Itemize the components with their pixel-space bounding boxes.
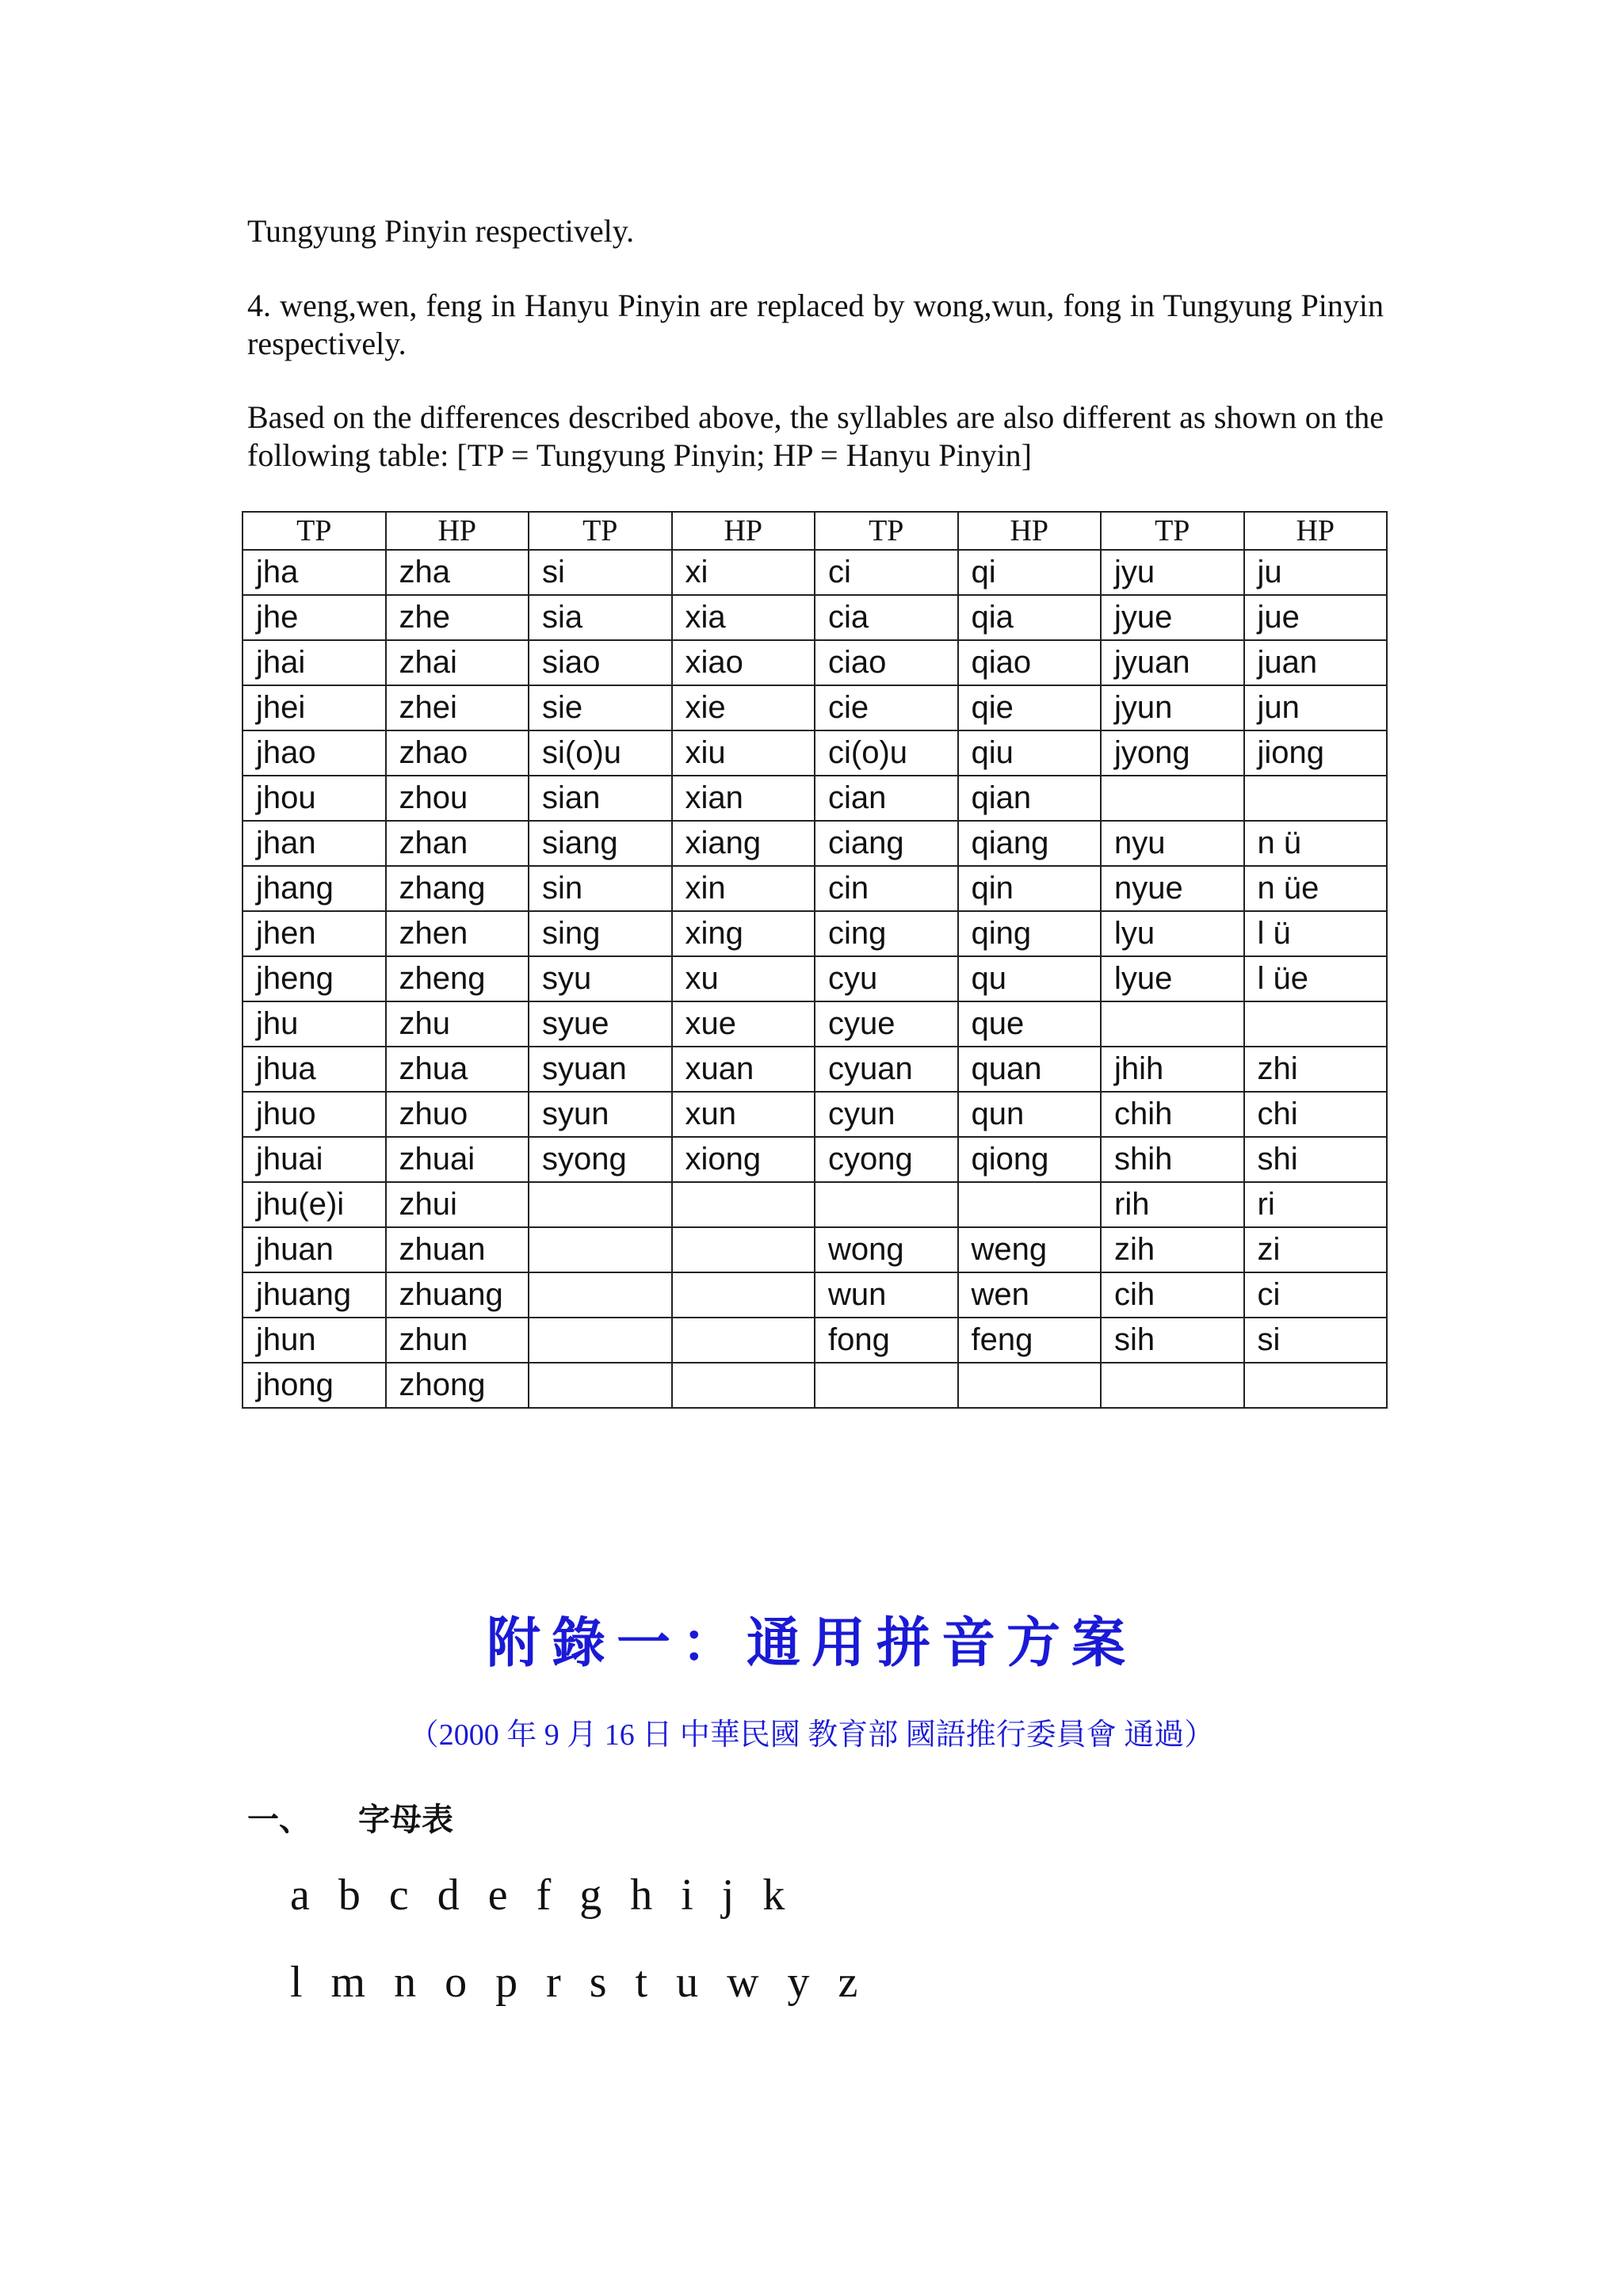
table-cell: xi (672, 550, 815, 595)
table-cell (1244, 776, 1388, 821)
alphabet-line-2: l m n o p r s t u w y z (290, 1958, 860, 2007)
table-cell: cyun (815, 1092, 958, 1137)
table-cell: syun (529, 1092, 672, 1137)
table-cell: zhun (386, 1318, 529, 1363)
table-cell: jhao (242, 730, 386, 776)
table-cell (958, 1363, 1102, 1408)
table-cell: rih (1101, 1182, 1244, 1227)
table-cell: qing (958, 911, 1102, 956)
table-row (242, 1272, 1387, 1318)
table-cell: n ü (1244, 821, 1388, 866)
table-cell: qiang (958, 821, 1102, 866)
table-cell: qin (958, 866, 1102, 911)
table-cell: jhua (242, 1047, 386, 1092)
table-cell: jhou (242, 776, 386, 821)
table-cell: shi (1244, 1137, 1388, 1182)
table-cell: xu (672, 956, 815, 1001)
table-cell: jhuo (242, 1092, 386, 1137)
table-cell (672, 1363, 815, 1408)
paragraph-weng-wen-feng: 4. weng,wen, feng in Hanyu Pinyin are replaced by wong,wun, fong in Tungyung Pinyin respectively. (247, 288, 1384, 361)
table-cell: zhuai (386, 1137, 529, 1182)
table-cell: zi (1244, 1227, 1388, 1272)
table-cell: zhou (386, 776, 529, 821)
table-row (242, 1137, 1387, 1182)
table-cell: jyue (1101, 595, 1244, 640)
table-cell: weng (958, 1227, 1102, 1272)
table-cell: jyu (1101, 550, 1244, 595)
section-heading (247, 1794, 453, 1840)
table-cell: cih (1101, 1272, 1244, 1318)
table-cell (529, 1363, 672, 1408)
table-cell: nyu (1101, 821, 1244, 866)
table-cell (815, 1182, 958, 1227)
table-cell: qiong (958, 1137, 1102, 1182)
table-cell: ci (815, 550, 958, 595)
table-cell: zha (386, 550, 529, 595)
table-cell: cyuan (815, 1047, 958, 1092)
table-cell: n üe (1244, 866, 1388, 911)
table-cell: zhuan (386, 1227, 529, 1272)
table-cell: syu (529, 956, 672, 1001)
table-cell (529, 1272, 672, 1318)
table-cell: syong (529, 1137, 672, 1182)
table-cell: xiang (672, 821, 815, 866)
table-row (242, 1001, 1387, 1047)
column-header: HP (1244, 512, 1388, 550)
table-cell: ri (1244, 1182, 1388, 1227)
table-cell: xia (672, 595, 815, 640)
table-cell (529, 1182, 672, 1227)
table-cell: jhai (242, 640, 386, 685)
table-cell: si (529, 550, 672, 595)
table-cell: cyu (815, 956, 958, 1001)
table-row (242, 1092, 1387, 1137)
table-cell (815, 1363, 958, 1408)
table-cell: sian (529, 776, 672, 821)
table-cell: zhi (1244, 1047, 1388, 1092)
alphabet-line-1: a b c d e f g h i j k (290, 1871, 787, 1920)
table-cell: shih (1101, 1137, 1244, 1182)
table-cell (1101, 776, 1244, 821)
table-cell: zhuang (386, 1272, 529, 1318)
table-cell: cia (815, 595, 958, 640)
table-row (242, 640, 1387, 685)
table-cell: zhang (386, 866, 529, 911)
table-cell: jhan (242, 821, 386, 866)
table-cell: que (958, 1001, 1102, 1047)
table-cell: sin (529, 866, 672, 911)
table-header-row (242, 512, 1387, 550)
table-cell: zhua (386, 1047, 529, 1092)
table-cell: cyue (815, 1001, 958, 1047)
table-cell: sia (529, 595, 672, 640)
table-cell (958, 1182, 1102, 1227)
table-cell: jhuang (242, 1272, 386, 1318)
table-cell: jyun (1101, 685, 1244, 730)
appendix-title: 附錄一：通用拼音方案 (486, 1612, 1136, 1675)
table-cell: zhan (386, 821, 529, 866)
table-cell: ci (1244, 1272, 1388, 1318)
table-cell: siao (529, 640, 672, 685)
table-cell: nyue (1101, 866, 1244, 911)
table-cell: zih (1101, 1227, 1244, 1272)
table-cell: jun (1244, 685, 1388, 730)
table-row (242, 821, 1387, 866)
table-cell (1244, 1001, 1388, 1047)
table-cell: xin (672, 866, 815, 911)
table-cell: xie (672, 685, 815, 730)
table-cell: jyuan (1101, 640, 1244, 685)
table-cell: qiao (958, 640, 1102, 685)
table-cell: wong (815, 1227, 958, 1272)
table-cell: xian (672, 776, 815, 821)
table-cell: ciang (815, 821, 958, 866)
table-cell: jhen (242, 911, 386, 956)
table-row (242, 685, 1387, 730)
table-cell: jhe (242, 595, 386, 640)
table-cell: lyu (1101, 911, 1244, 956)
table-cell: si (1244, 1318, 1388, 1363)
table-cell: cie (815, 685, 958, 730)
table-cell: cing (815, 911, 958, 956)
section-title: 字母表 (358, 1802, 453, 1838)
table-cell: zhong (386, 1363, 529, 1408)
table-cell: zheng (386, 956, 529, 1001)
table-cell: qun (958, 1092, 1102, 1137)
table-cell (1101, 1001, 1244, 1047)
table-cell: xiao (672, 640, 815, 685)
table-cell (529, 1227, 672, 1272)
table-cell: quan (958, 1047, 1102, 1092)
table-cell: jyong (1101, 730, 1244, 776)
table-cell: zhao (386, 730, 529, 776)
table-cell: chi (1244, 1092, 1388, 1137)
table-cell: jhu (242, 1001, 386, 1047)
table-cell (672, 1227, 815, 1272)
table-row (242, 776, 1387, 821)
table-cell: sie (529, 685, 672, 730)
table-cell: jha (242, 550, 386, 595)
table-cell: cin (815, 866, 958, 911)
table-row (242, 1227, 1387, 1272)
table-cell: qie (958, 685, 1102, 730)
table-cell: zhai (386, 640, 529, 685)
column-header: HP (672, 512, 815, 550)
table-cell (672, 1272, 815, 1318)
table-cell: jiong (1244, 730, 1388, 776)
table-cell: qu (958, 956, 1102, 1001)
table-row (242, 730, 1387, 776)
table-cell: zhei (386, 685, 529, 730)
table-cell: zhui (386, 1182, 529, 1227)
table-cell: ciao (815, 640, 958, 685)
table-cell: syuan (529, 1047, 672, 1092)
table-cell: jue (1244, 595, 1388, 640)
table-cell: qiu (958, 730, 1102, 776)
table-cell: qi (958, 550, 1102, 595)
table-row (242, 550, 1387, 595)
table-cell: syue (529, 1001, 672, 1047)
table-row (242, 1182, 1387, 1227)
table-row (242, 595, 1387, 640)
table-cell: cian (815, 776, 958, 821)
table-cell: jhuan (242, 1227, 386, 1272)
table-cell: chih (1101, 1092, 1244, 1137)
table-cell: jhu(e)i (242, 1182, 386, 1227)
table-row (242, 956, 1387, 1001)
table-row (242, 1047, 1387, 1092)
table-cell: l ü (1244, 911, 1388, 956)
table-cell: l üe (1244, 956, 1388, 1001)
table-cell: wun (815, 1272, 958, 1318)
paragraph-table-intro: Based on the differences described above, the syllables are also different as shown on the following table: [TP = Tungyung Pinyin; HP = Hanyu Pinyin] (247, 399, 1384, 473)
table-cell: xiu (672, 730, 815, 776)
table-cell: xuan (672, 1047, 815, 1092)
column-header: TP (815, 512, 958, 550)
table-cell: zhu (386, 1001, 529, 1047)
table-row (242, 1363, 1387, 1408)
table-cell (1101, 1363, 1244, 1408)
appendix-subtitle: （2000 年 9 月 16 日 中華民國 教育部 國語推行委員會 通過） (408, 1718, 1215, 1752)
table-cell: lyue (1101, 956, 1244, 1001)
section-number: 一、 (247, 1802, 311, 1838)
table-cell: zhen (386, 911, 529, 956)
table-cell: si(o)u (529, 730, 672, 776)
table-cell: jhuai (242, 1137, 386, 1182)
table-cell: xiong (672, 1137, 815, 1182)
table-cell: cyong (815, 1137, 958, 1182)
table-row (242, 911, 1387, 956)
table-cell (1244, 1363, 1388, 1408)
table-cell: qia (958, 595, 1102, 640)
column-header: TP (242, 512, 386, 550)
table-cell: jhih (1101, 1047, 1244, 1092)
table-cell: zhe (386, 595, 529, 640)
column-header: TP (1101, 512, 1244, 550)
syllable-comparison-table (242, 511, 1388, 1409)
paragraph-tp-respectively: Tungyung Pinyin respectively. (247, 213, 635, 249)
table-cell (672, 1182, 815, 1227)
table-cell: siang (529, 821, 672, 866)
column-header: HP (958, 512, 1102, 550)
column-header: HP (386, 512, 529, 550)
table-cell: ci(o)u (815, 730, 958, 776)
table-cell: jhei (242, 685, 386, 730)
table-cell: qian (958, 776, 1102, 821)
table-cell: ju (1244, 550, 1388, 595)
table-cell: sing (529, 911, 672, 956)
table-cell: zhuo (386, 1092, 529, 1137)
table-cell: sih (1101, 1318, 1244, 1363)
table-row (242, 1318, 1387, 1363)
table-body (242, 550, 1387, 1408)
table-cell (672, 1318, 815, 1363)
table-cell: xue (672, 1001, 815, 1047)
table-cell (529, 1318, 672, 1363)
table-row (242, 866, 1387, 911)
column-header: TP (529, 512, 672, 550)
table-cell: xun (672, 1092, 815, 1137)
table-cell: jhang (242, 866, 386, 911)
table-cell: feng (958, 1318, 1102, 1363)
table-cell: xing (672, 911, 815, 956)
table-cell: fong (815, 1318, 958, 1363)
table-cell: jhun (242, 1318, 386, 1363)
table-cell: wen (958, 1272, 1102, 1318)
table-cell: jheng (242, 956, 386, 1001)
table-cell: jhong (242, 1363, 386, 1408)
table-cell: juan (1244, 640, 1388, 685)
